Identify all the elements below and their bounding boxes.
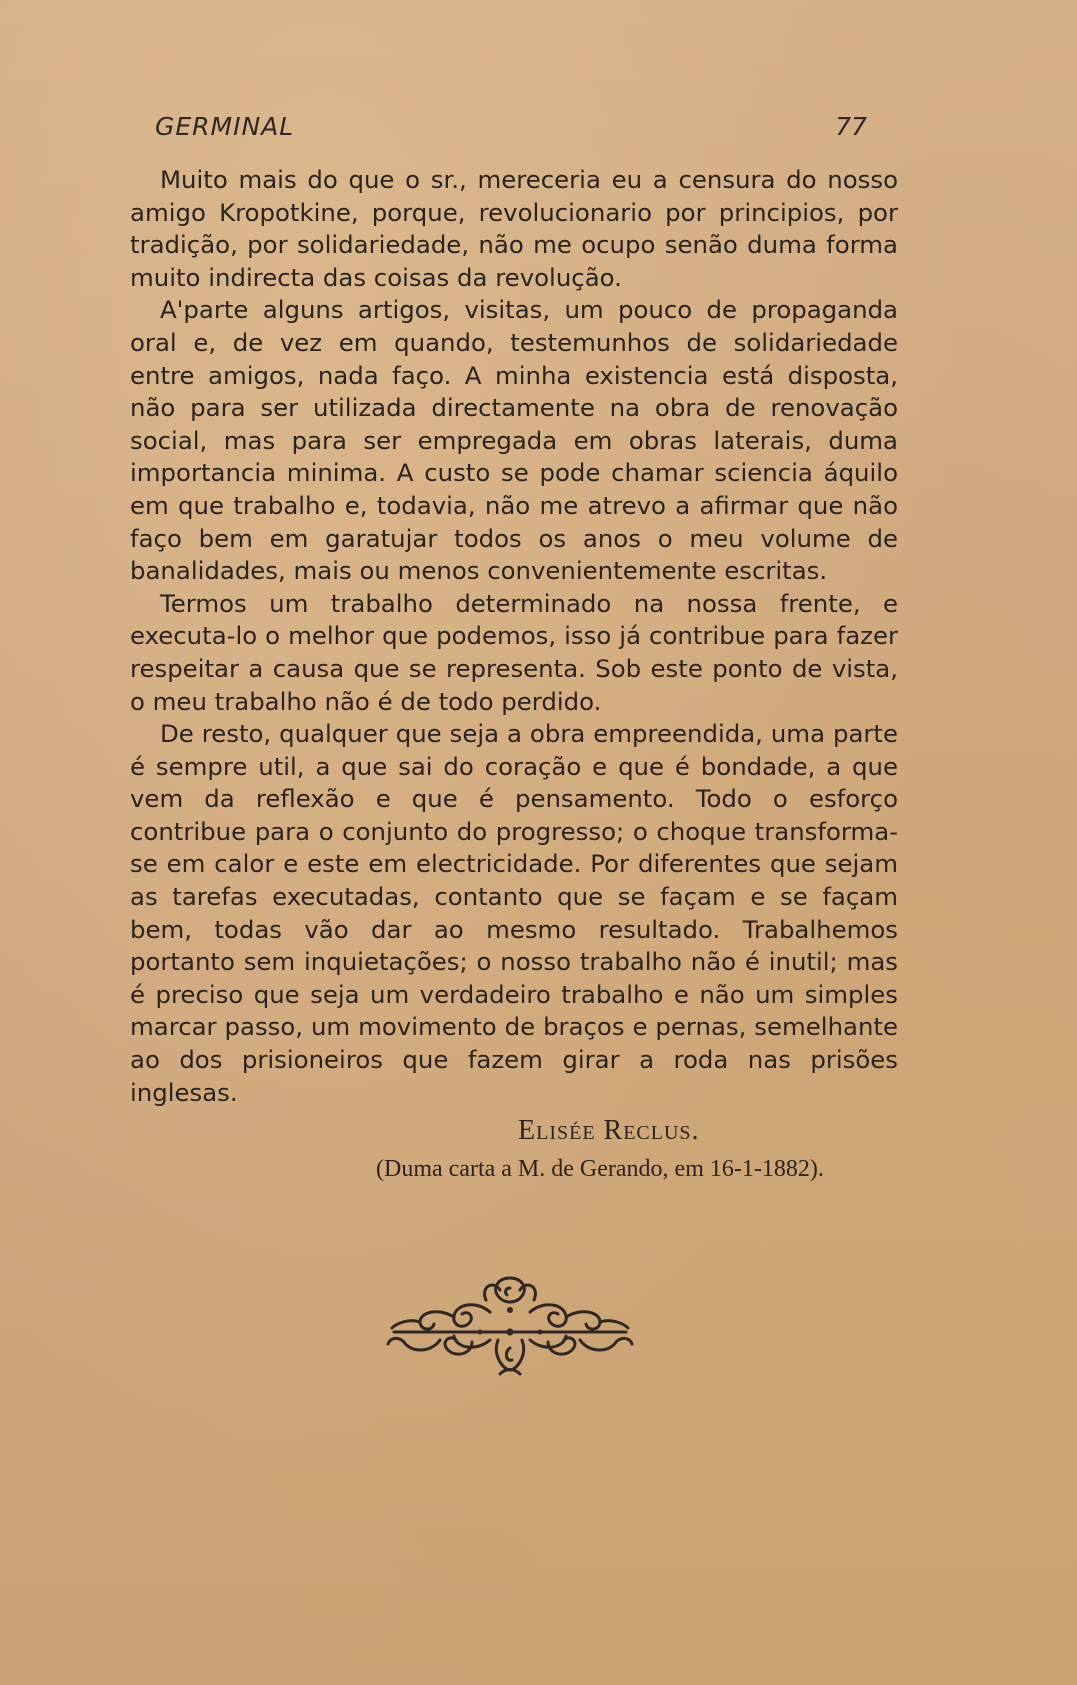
source-note: (Duma carta a M. de Gerando, em 16-1-1882). bbox=[376, 1156, 824, 1182]
decorative-scroll-ornament-icon bbox=[380, 1270, 640, 1380]
paragraph: A'parte alguns artigos, visitas, um pouco de propaganda oral e, de vez em quando, testemunhos de solidariedade entre amigos, nada faço. A minha existencia está disposta, não para ser utilizada directamente na obra de renovação social, mas para ser empregada em obras laterais, duma importancia minima. A custo se pode chamar sciencia áquilo em que trabalho e, todavia, não me atrevo a afirmar que não faço bem em garatujar todos os anos o meu volume de banalidades, mais ou menos convenientemente escritas. bbox=[130, 295, 898, 586]
paragraph: Muito mais do que o sr., mereceria eu a censura do nosso amigo Kropotkine, porque, revolucionario por principios, por tradição, por solidariedade, não me ocupo senão duma forma muito indirecta das coisas da revolução. bbox=[130, 165, 898, 292]
paragraph: Termos um trabalho determinado na nossa frente, e executa-lo o melhor que podemos, isso já contribue para fazer respeitar a causa que se representa. Sob este ponto de vista, o meu trabalho não é de todo perdido. bbox=[130, 588, 898, 716]
author-signature: Elisée Reclus. bbox=[518, 1115, 700, 1146]
paragraph: De resto, qualquer que seja a obra empreendida, uma parte é sempre util, a que sai do coração e que é bondade, a que vem da reflexão e que é pensamento. Todo o esforço contribue para o conjunto do progresso; o choque transforma-se em calor e este em electricidade. Por diferentes que sejam as tarefas executadas, contanto que se façam e se façam bem, todas vão dar ao mesmo resultado. Trabalhemos portanto sem inquietações; o nosso trabalho não é inutil; mas é preciso que seja um verdadeiro trabalho e não um simples marcar passo, um movimento de braços e pernas, semelhante ao dos prisioneiros que fazem girar a roda nas prisões inglesas. bbox=[130, 719, 898, 1107]
page-header bbox=[155, 112, 867, 152]
running-title: GERMINAL bbox=[155, 112, 295, 141]
page-number: 77 bbox=[835, 112, 867, 141]
body-text bbox=[130, 164, 898, 1109]
